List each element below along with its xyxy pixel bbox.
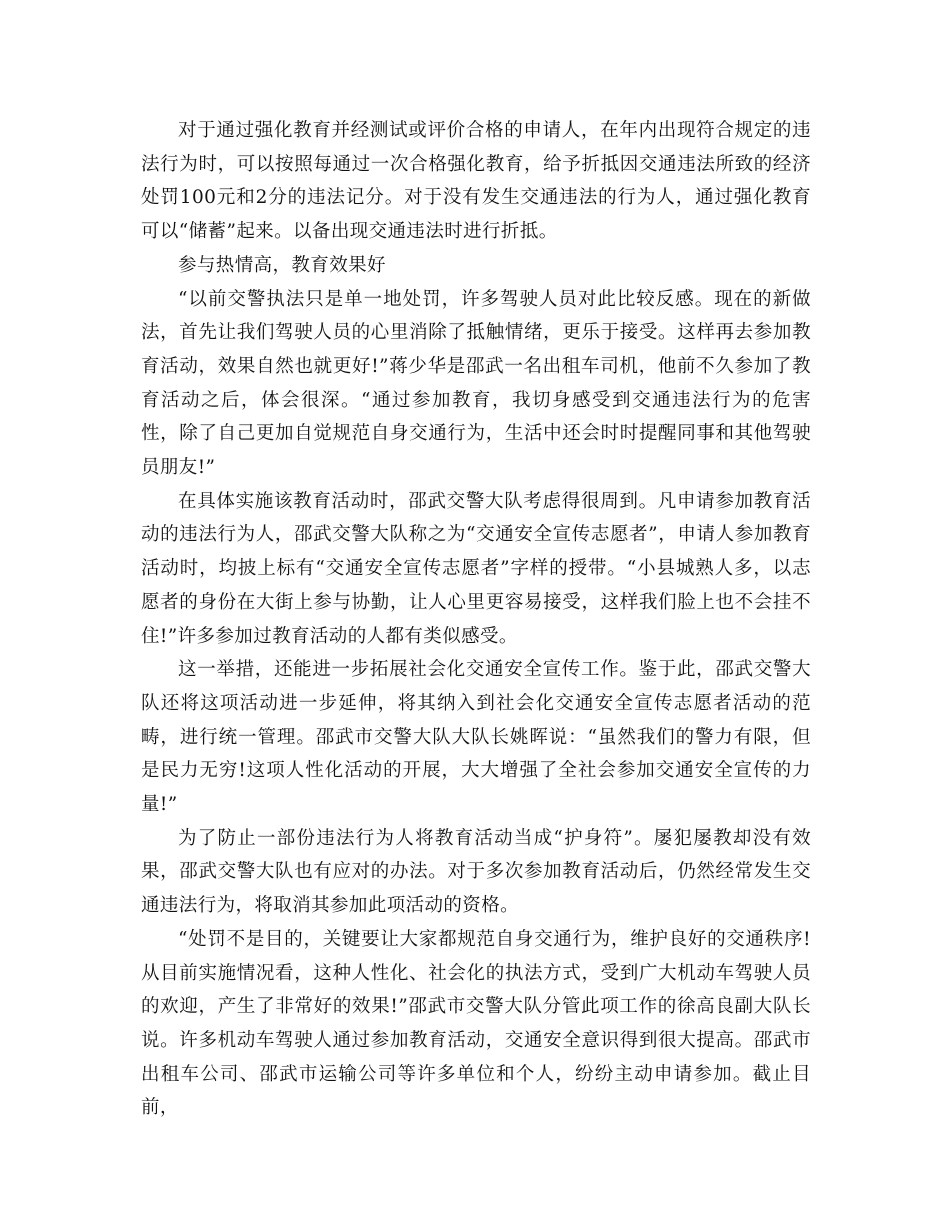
paragraph-social-publicity: 这一举措，还能进一步拓展社会化交通安全宣传工作。鉴于此，邵武交警大队还将这项活动进一步延伸，将其纳入到社会化交通安全宣传志愿者活动的范畴，进行统一管理。邵武市交警大队大队长姚晖说：“虽然我们的警力有限，但是民力无穷!这项人性化活动的开展，大大增强了全社会参加交通安全宣传的力量!” — [141, 659, 811, 816]
paragraph-driver-quote: “以前交警执法只是单一地处罚，许多驾驶人员对此比较反感。现在的新做法，首先让我们驾驶人员的心里消除了抵触情绪，更乐于接受。这样再去参加教育活动，效果自然也就更好!”蒋少华是邵武一名出租车司机，他前不久参加了教育活动之后，体会很深。“通过参加教育，我切身感受到交通违法行为的危害性，除了自己更加自觉规范自身交通行为，生活中还会时时提醒同事和其他驾驶员朋友!” — [141, 288, 811, 479]
paragraph-deputy-captain-quote: “处罚不是目的，关键要让大家都规范自身交通行为，维护良好的交通秩序!从目前实施情况看，这种人性化、社会化的执法方式，受到广大机动车驾驶人员的欢迎，产生了非常好的效果!”邵武市交警大队分管此项工作的徐高良副大队长说。许多机动车驾驶人通过参加教育活动，交通安全意识得到很大提高。邵武市出租车公司、邵武市运输公司等许多单位和个人，纷纷主动申请参加。截止目前， — [141, 928, 811, 1119]
paragraph-offset-rules: 对于通过强化教育并经测试或评价合格的申请人，在年内出现符合规定的违法行为时，可以按照每通过一次合格强化教育，给予折抵因交通违法所致的经济处罚100元和2分的违法记分。对于没有发生交通违法的行为人，通过强化教育可以“储蓄”起来。以备出现交通违法时进行折抵。 — [141, 120, 811, 243]
section-subheading: 参与热情高，教育效果好 — [178, 254, 386, 276]
document-body — [141, 114, 811, 1125]
paragraph-volunteer-program: 在具体实施该教育活动时，邵武交警大队考虑得很周到。凡申请参加教育活动的违法行为人，邵武交警大队称之为“交通安全宣传志愿者”，申请人参加教育活动时，均披上标有“交通安全宣传志愿者”字样的授带。“小县城熟人多，以志愿者的身份在大街上参与协勤，让人心里更容易接受，这样我们脸上也不会挂不住!”许多参加过教育活动的人都有类似感受。 — [141, 490, 811, 647]
paragraph-prevent-abuse: 为了防止一部份违法行为人将教育活动当成“护身符”。屡犯屡教却没有效果，邵武交警大队也有应对的办法。对于多次参加教育活动后，仍然经常发生交通违法行为，将取消其参加此项活动的资格。 — [141, 827, 811, 917]
